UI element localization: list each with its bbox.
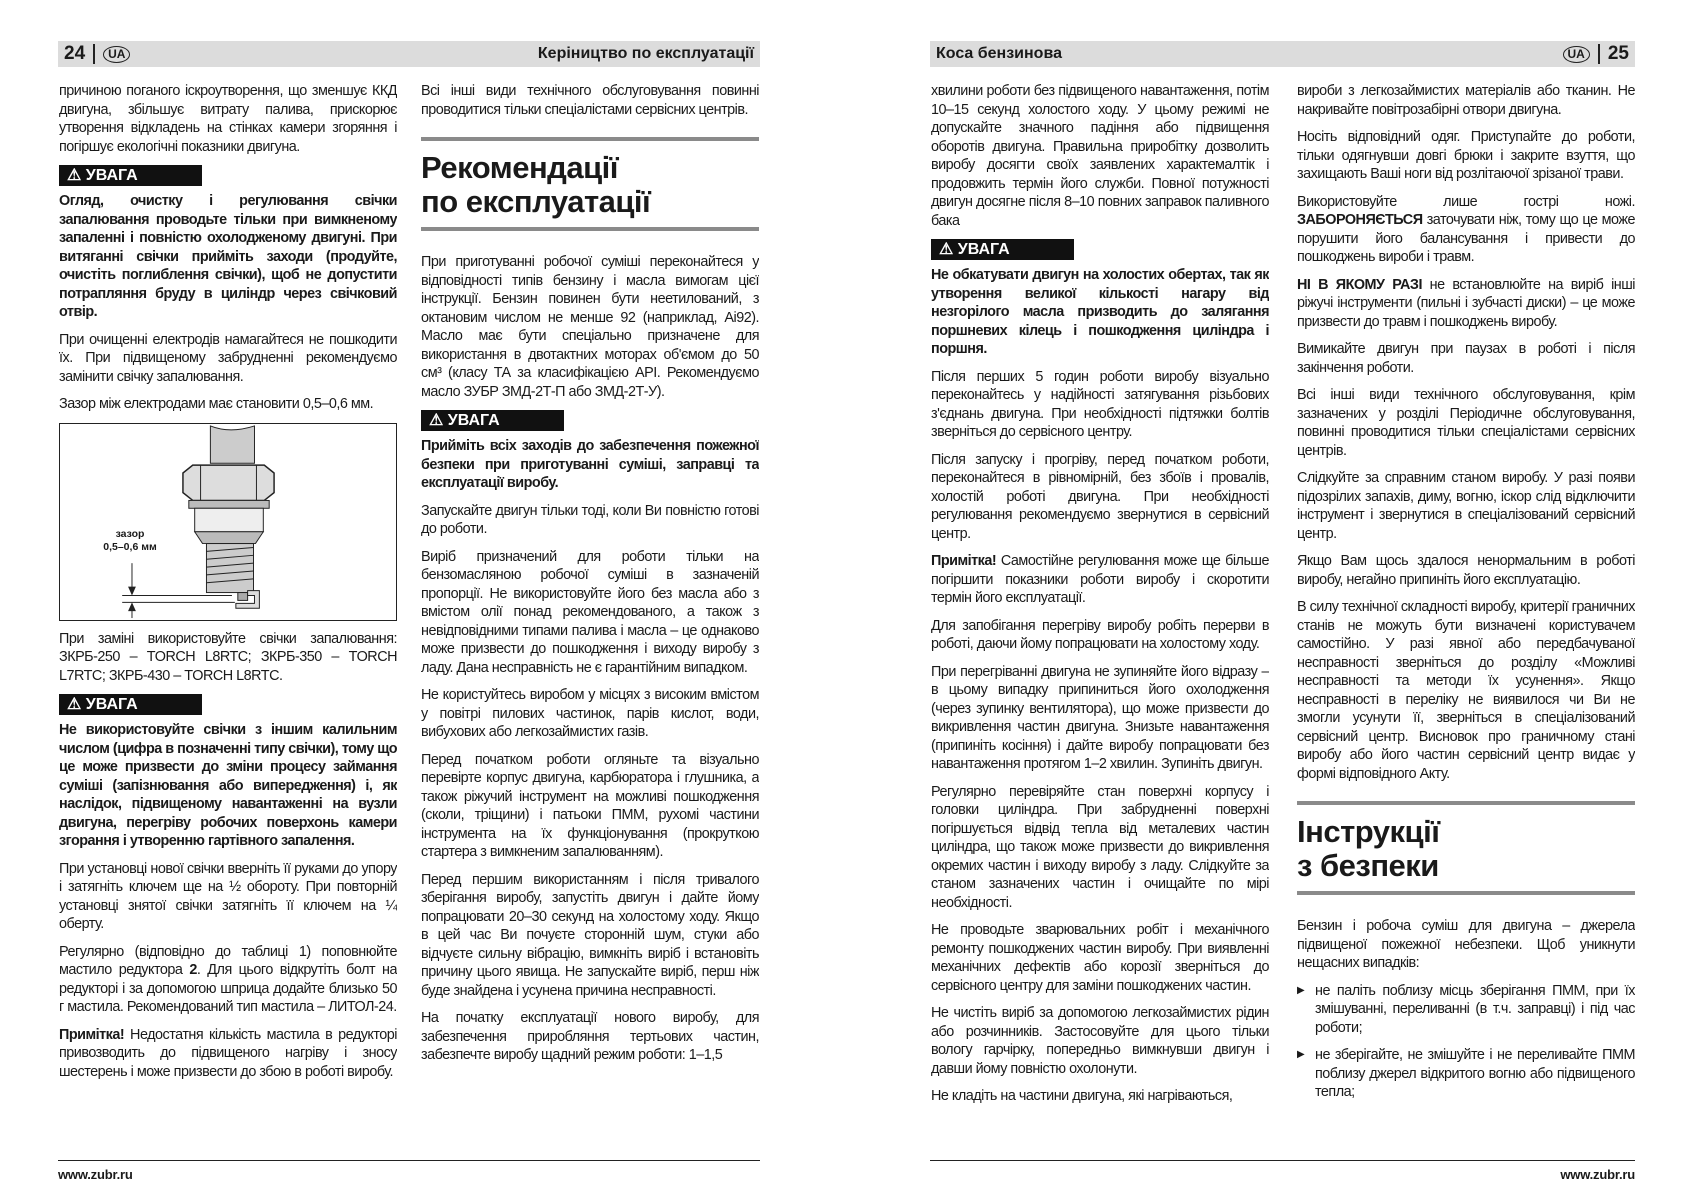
text-run: Недостатня кількість мастила в редукторі привозводить до підвищеного нагріву і зносу шестерень і може призвести до збою в роботі виробу. — [59, 1026, 397, 1080]
text-run: Після запуску і прогріву, перед початком роботи, переконайтеся в рівномірній, без збоїв і провалів, холостій роботі двигуна. При необхідності регулювання рекомендуємо звернутися в сервісний центр. — [931, 451, 1269, 542]
gap-label-title: зазор — [115, 527, 145, 540]
section-heading-line: з безпеки — [1297, 848, 1439, 883]
text-run: Зазор між електродами має становити 0,5–0,6 мм. — [59, 396, 374, 412]
paragraph — [1297, 552, 1635, 589]
text-run: Прийміть всіх заходів до забезпечення пожежної безпеки при приготуванні суміші, заправці та експлуатації виробу. — [421, 438, 759, 491]
paragraph — [1297, 598, 1635, 783]
text-run: В силу технічної складності виробу, критерії граничних станів не можуть бути визначені користувачем самостійно. У разі явної або передбачуваної несправності зверніться до розділу «Можливі несправності та методи їх усунення». Якщо несправності в переліку не виявилося чи Ви не змогли усунути її, зверніться в спеціалізований сервісний центр. Висновок про граничному стані виробу або його частин сервісний центр видає у формі відповідного Акту. — [1297, 599, 1635, 782]
text-run: Регулярно перевіряйте стан поверхні корпусу і головки циліндра. При забрудненні поверхні погіршується відвід тепла від металевих частин циліндра, що також може призвести до викривлення окремих частин і виходу виробу з ладу. Слідкуйте за станом зазначених частин і очищайте по мірі необхідності. — [931, 783, 1269, 911]
divider — [1598, 44, 1600, 64]
paragraph — [59, 331, 397, 387]
text-run: Всі інші види технічного обслуговування, крім зазначених у розділі Періодичне обслуговування, повинні проводитися тільки спеціалістами сервісних центрів. — [1297, 387, 1635, 459]
header-title: Керіництво по експлуатації — [537, 45, 754, 62]
text-run: хвилини роботи без підвищеного навантаження, потім 10–15 секунд холостого ходу. У цьому режимі не допускайте значного падіння або підвищення оборотів двигуна. Правильна приробітку дозволить виробу досягти своїх заявлених характемалтік і продовжить термін його служби. Повної потужності двигун досягне після 8–10 повних заправок паливного бака — [931, 83, 1269, 229]
text-run: Не використовуйте свічки з іншим калильним числом (цифра в позначенні типу свічки), тому що це може призвести до зміни процесу займання суміші (запізнювання або випередження) і, як наслідок, підвищеному навантаженні на вузли двигуна, перегріву робочих поверхонь камери згорання і утворенню гартівного запалення. — [59, 722, 397, 849]
text-run: заточувати ніж, тому що це може порушити його балансування і привести до пошкоджень вироби і травм. — [1297, 212, 1635, 265]
paragraph — [931, 552, 1269, 608]
warning-label: ⚠ УВАГА — [59, 694, 202, 715]
paragraph — [931, 368, 1269, 442]
bold-text: НІ В ЯКОМУ РАЗІ — [1297, 276, 1422, 293]
paragraph — [931, 617, 1269, 654]
text-run: При приготуванні робочої суміші переконайтеся у відповідності типів бензину і масла вимогам цієї інструкції. Бензин повинен бути неетилований, з октановим числом не менше 92 (наприклад, Аі92). Масло має бути спеціально призначене для використання в двотактних моторах об'ємом до 50 см³ (класу ТА за класифікацією API. Рекомендуємо масло ЗУБР ЗМД-2Т-П або ЗМД-2Т-У). — [421, 254, 759, 400]
paragraph — [421, 82, 759, 119]
bullet-arrow-icon: ▶ — [1297, 984, 1305, 996]
paragraph — [421, 1009, 759, 1065]
warning-label: ⚠ УВАГА — [59, 165, 202, 186]
warning-label: ⚠ УВАГА — [421, 410, 564, 431]
paragraph — [931, 1004, 1269, 1078]
text-run: При очищенні електродів намагайтеся не пошкодити їх. При підвищеному забрудненні рекомендуємо замінити свічку запалювання. — [59, 331, 397, 385]
text-run: На початку експлуатації нового виробу, для забезпечення приробляння тертьових частин, забезпечте виробу щадний режим роботи: 1–1,5 — [421, 1010, 759, 1063]
divider — [93, 44, 95, 64]
text-run: Перед першим використанням і після тривалого зберігання виробу, запустіть двигун і дайте йому попрацювати 20–30 секунд на холостому ходу. Якщо в цей час Ви почуєте сторонній шум, стуки або відчуєте сильну вібрацію, вимкніть виріб і встановіть причину цього явища. Не запускайте виріб, перш ніж буде знайдена і усунена причина несправності. — [421, 871, 759, 999]
text-run: Виріб призначений для роботи тільки на бензомасляною робочої суміші в зазначеній пропорції. Не використовуйте його без масла або з вмістом олії понад рекомендованого, а також з невідповідними типами палива і масла – це однаково може призвести до пошкодження і виходу виробу з ладу. Дана несправність не є гарантійним випадком. — [421, 548, 759, 676]
gap-label — [100, 528, 160, 554]
text-run: вироби з легкозаймистих матеріалів або тканин. Не накривайте повітрозабірні отвори двигуна. — [1297, 83, 1635, 118]
page-number-block — [64, 43, 130, 65]
text-run: Вимикайте двигун при паузах в роботі і після закінчення роботи. — [1297, 341, 1635, 376]
paragraph — [59, 395, 397, 414]
text-run: . Для цього відкрутіть болт на редукторі і за допомогою шприца додайте близько 50 г мастила. Рекомендований тип мастила – ЛИТОЛ-24. — [59, 962, 397, 1015]
text-run: Слідкуйте за справним станом виробу. У разі появи підозрілих запахів, диму, вогню, іскор слід відключити інструмент і звернутися в спеціалізований сервісний центр. — [1297, 470, 1635, 542]
paragraph — [421, 548, 759, 678]
text-run: Не користуйтесь виробом у місцях з високим вмістом у повітрі пилових частинок, парів кислот, води, вибухових або легкозаймистих газів. — [421, 687, 759, 740]
footer-rule — [930, 1160, 1635, 1161]
paragraph — [1297, 917, 1635, 973]
text-run: Самостійне регулювання може ще більше погіршити показники роботи виробу і скоротити термін його експлуатації. — [931, 553, 1269, 606]
text-run: причиною поганого іскроутворення, що зменшує ККД двигуна, збільшує витрату палива, прискорює утворення відкладень на стінках камери згоряння і погіршує екологічні показники двигуна. — [59, 83, 397, 155]
bullet-item — [1297, 982, 1635, 1038]
language-badge: UA — [103, 46, 130, 63]
paragraph — [59, 860, 397, 934]
paragraph — [931, 921, 1269, 995]
right-page-column-2 — [1297, 82, 1635, 1111]
warning-text — [59, 721, 397, 851]
gap-label-value: 0,5–0,6 мм — [103, 540, 157, 553]
section-heading — [421, 137, 759, 231]
right-page-column-1 — [931, 82, 1269, 1115]
paragraph — [421, 871, 759, 1001]
paragraph — [421, 751, 759, 862]
paragraph — [1297, 340, 1635, 377]
paragraph — [59, 82, 397, 156]
spark-plug-figure — [59, 423, 397, 621]
paragraph — [1297, 193, 1635, 267]
page-number-block — [1563, 43, 1629, 65]
paragraph — [1297, 276, 1635, 332]
text-run: При заміні використовуйте свічки запалювання: ЗКРБ-250 – TORCH L8RTC; ЗКРБ-350 – TORCH L7RTC; ЗКРБ-430 – TORCH L8RTC. — [59, 630, 397, 684]
text-run: Після перших 5 годин роботи виробу візуально переконайтесь у надійності затягування різьбових з'єднань двигуна. При необхідності підтяжки болтів зверніться до сервісного центру. — [931, 368, 1269, 440]
paragraph — [421, 253, 759, 401]
paragraph — [421, 686, 759, 742]
paragraph — [1297, 386, 1635, 460]
footer-url[interactable]: www.zubr.ru — [58, 1167, 133, 1182]
right-page-header — [930, 41, 1635, 67]
text-run: Всі інші види технічного обслуговування повинні проводитися тільки спеціалістами сервісних центрів. — [421, 83, 759, 118]
text-run: Не проводьте зварювальних робіт і механічного ремонту пошкоджених частин виробу. При виявленні механічних дефектів або корозії зверніться до сервісного центру для заміни пошкоджених частин. — [931, 922, 1269, 994]
page-number: 24 — [64, 43, 86, 64]
paragraph — [931, 1087, 1269, 1106]
text-run: Не кладіть на частини двигуна, які нагріваються, — [931, 1088, 1233, 1104]
footer-url[interactable]: www.zubr.ru — [1560, 1167, 1635, 1182]
language-badge: UA — [1563, 46, 1590, 63]
text-run: При установці нової свічки вверніть її руками до упору і затягніть ключем ще на ½ обороту. При повторній установці знятої свічки затягніть її ключем на ¼ оберту. — [59, 860, 397, 932]
section-heading-line: по експлуатації — [421, 184, 651, 219]
bold-text: ЗАБОРОНЯЄТЬСЯ — [1297, 212, 1423, 228]
bold-text: Примітка! — [931, 553, 997, 569]
paragraph — [421, 502, 759, 539]
text-run: Бензин і робоча суміш для двигуна – джерела підвищеної пожежної небезпеки. Щоб уникнути нещасних випадків: — [1297, 918, 1635, 971]
section-heading-line: Інструкції — [1297, 814, 1440, 849]
bullet-text: не зберігайте, не змішуйте і не переливайте ПММ поблизу джерел відкритого вогню або підвищеного тепла; — [1315, 1047, 1635, 1100]
warning-text — [931, 266, 1269, 359]
text-run: Використовуйте лише гострі ножі. — [1297, 193, 1635, 210]
paragraph — [59, 630, 397, 686]
text-run: При перегріванні двигуна не зупиняйте його відразу – в цьому випадку припиниться його охолодження (через зупинку вентилятора), що може призвести до викривлення частин двигуна. Знизьте навантаження (припиніть косіння) і дайте виробу попрацювати без навантаження протягом 1–2 хвилин. Зупиніть двигун. — [931, 663, 1269, 772]
footer-rule — [58, 1160, 760, 1161]
paragraph — [931, 451, 1269, 544]
text-run: Якщо Вам щось здалося ненормальним в роботі виробу, негайно припиніть його експлуатацію. — [1297, 553, 1635, 588]
paragraph — [1297, 82, 1635, 119]
bullet-text: не паліть поблизу місць зберігання ПММ, при їх змішуванні, переливанні (в т.ч. заправці) і під час роботи; — [1315, 982, 1635, 1036]
bullet-arrow-icon: ▶ — [1297, 1049, 1305, 1060]
spark-plug-illustration — [60, 424, 397, 620]
paragraph — [931, 82, 1269, 230]
warning-text — [59, 192, 397, 322]
left-page-header — [58, 41, 760, 67]
section-heading — [1297, 801, 1635, 895]
paragraph — [1297, 128, 1635, 184]
paragraph — [931, 783, 1269, 913]
section-heading-line: Рекомендації — [421, 150, 618, 185]
text-run: Носіть відповідний одяг. Приступайте до роботи, тільки одягнувши довгі брюки і закрите взуття, що захищають Ваші ноги від розлітаючої зрізаної трави. — [1297, 129, 1635, 182]
text-run: Запускайте двигун тільки тоді, коли Ви повністю готові до роботи. — [421, 502, 759, 537]
text-run: Регулярно (відповідно до таблиці 1) поповнюйте мастило редуктора — [59, 943, 397, 978]
page-number: 25 — [1607, 43, 1629, 64]
paragraph — [931, 663, 1269, 774]
paragraph — [1297, 469, 1635, 543]
left-page-column-2 — [421, 82, 759, 1074]
warning-label: ⚠ УВАГА — [931, 239, 1074, 260]
header-title: Коса бензинова — [936, 45, 1062, 62]
text-run: Огляд, очистку і регулювання свічки запалювання проводьте тільки при вимкненому запаленні і повністю охолодженому двигуні. При витяганні свічки прийміть заходи (продуйте, очистіть поглиблення свічки), щоб не допустити потрапляння бруду в циліндр через свічковий отвір. — [59, 193, 397, 320]
bold-text: Примітка! — [59, 1026, 125, 1043]
text-run: Перед початком роботи огляньте та візуально перевірте корпус двигуна, карбюратора і глушника, а також ріжучий інструмент на можливі пошкодження (сколи, тріщини) і патьоки ПММ, рухомі частини інструмента на їх функціонування (прокруткою стартера з вимкненим запалюванням). — [421, 751, 759, 860]
text-run: Не обкатувати двигун на холостих обертах, так як утворення великої кількості нагару від незгорілого масла призводить до залягання поршневих кілець і пошкодження циліндра і поршня. — [931, 267, 1269, 357]
paragraph — [59, 943, 397, 1017]
bullet-item — [1297, 1046, 1635, 1102]
text-run: Не чистіть виріб за допомогою легкозаймистих рідин або розчинників. Застосовуйте для цього тільки вологу гарчірку, попередньо вимкнувши двигун і давши йому повністю охолонути. — [931, 1005, 1269, 1077]
left-page-column-1 — [59, 82, 397, 1090]
paragraph — [59, 1026, 397, 1082]
text-run: не встановлюйте на виріб інші ріжучі інструменти (пильні і зубчасті диски) – це може призвести до травм і пошкоджень виробу. — [1297, 276, 1635, 330]
text-run: Для запобігання перегріву виробу робіть перерви в роботі, даючи йому попрацювати на холостому ходу. — [931, 617, 1269, 652]
bold-text: 2 — [189, 962, 197, 978]
warning-text — [421, 437, 759, 493]
